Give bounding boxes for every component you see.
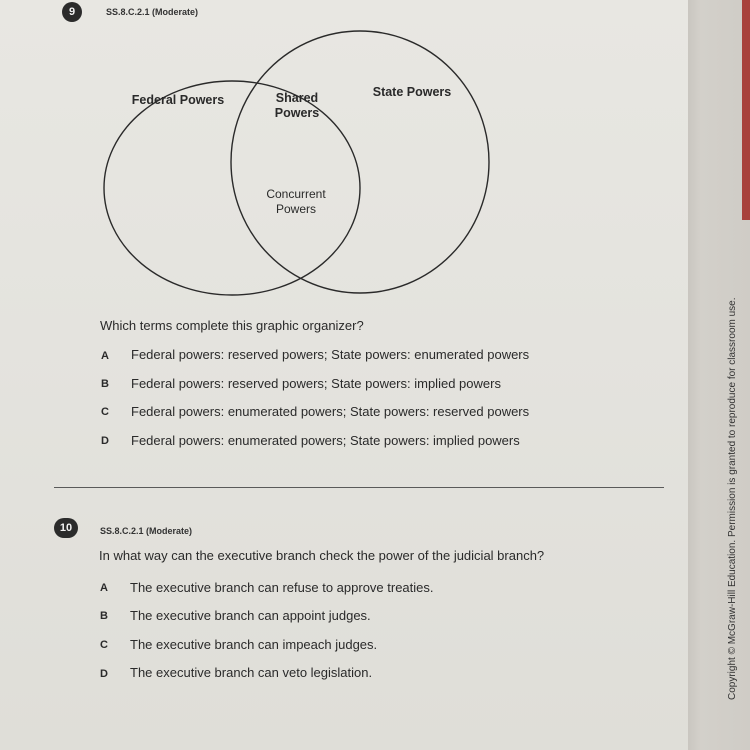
question-9-option-b-letter: B bbox=[101, 378, 109, 390]
state-powers-label: State Powers bbox=[372, 85, 452, 99]
question-10-option-b-letter: B bbox=[100, 610, 108, 622]
question-9-option-c-letter: C bbox=[101, 406, 109, 418]
question-9-option-a-letter: A bbox=[101, 350, 109, 362]
question-9-option-a[interactable]: Federal powers: reserved powers; State powers: enumerated powers bbox=[131, 347, 530, 362]
question-10-prompt: In what way can the executive branch check the power of the judicial branch? bbox=[99, 548, 545, 563]
question-9-standard-code: SS.8.C.2.1 (Moderate) bbox=[106, 7, 199, 17]
question-divider bbox=[54, 487, 664, 488]
question-9-number: 9 bbox=[62, 2, 82, 22]
question-10-option-a-letter: A bbox=[100, 582, 108, 594]
question-10-option-b[interactable]: The executive branch can appoint judges. bbox=[130, 608, 371, 623]
shared-powers-label-line1: Shared bbox=[275, 91, 319, 105]
venn-diagram bbox=[0, 0, 750, 320]
question-9-option-c[interactable]: Federal powers: enumerated powers; State powers: reserved powers bbox=[131, 404, 530, 419]
question-10-option-c[interactable]: The executive branch can impeach judges. bbox=[130, 637, 378, 652]
question-9-prompt: Which terms complete this graphic organizer? bbox=[100, 318, 364, 333]
question-9-option-d-letter: D bbox=[101, 435, 109, 447]
shared-powers-label-line2: Powers bbox=[274, 106, 320, 120]
question-10-standard-code: SS.8.C.2.1 (Moderate) bbox=[100, 526, 193, 536]
question-10-option-c-letter: C bbox=[100, 639, 108, 651]
question-10-option-d[interactable]: The executive branch can veto legislation. bbox=[130, 665, 373, 680]
question-10-option-a[interactable]: The executive branch can refuse to approve treaties. bbox=[130, 580, 434, 595]
federal-powers-label: Federal Powers bbox=[131, 93, 225, 107]
copyright-notice: Copyright © McGraw-Hill Education. Permission is granted to reproduce for classroom use. bbox=[727, 297, 738, 700]
concurrent-powers-label-line2: Powers bbox=[275, 202, 317, 216]
question-9-option-d[interactable]: Federal powers: enumerated powers; State powers: implied powers bbox=[131, 433, 520, 448]
question-10-option-d-letter: D bbox=[100, 668, 108, 680]
concurrent-powers-label-line1: Concurrent bbox=[266, 187, 326, 201]
question-9-option-b[interactable]: Federal powers: reserved powers; State powers: implied powers bbox=[131, 376, 501, 391]
question-10-number: 10 bbox=[54, 518, 78, 538]
state-powers-circle bbox=[231, 31, 489, 293]
